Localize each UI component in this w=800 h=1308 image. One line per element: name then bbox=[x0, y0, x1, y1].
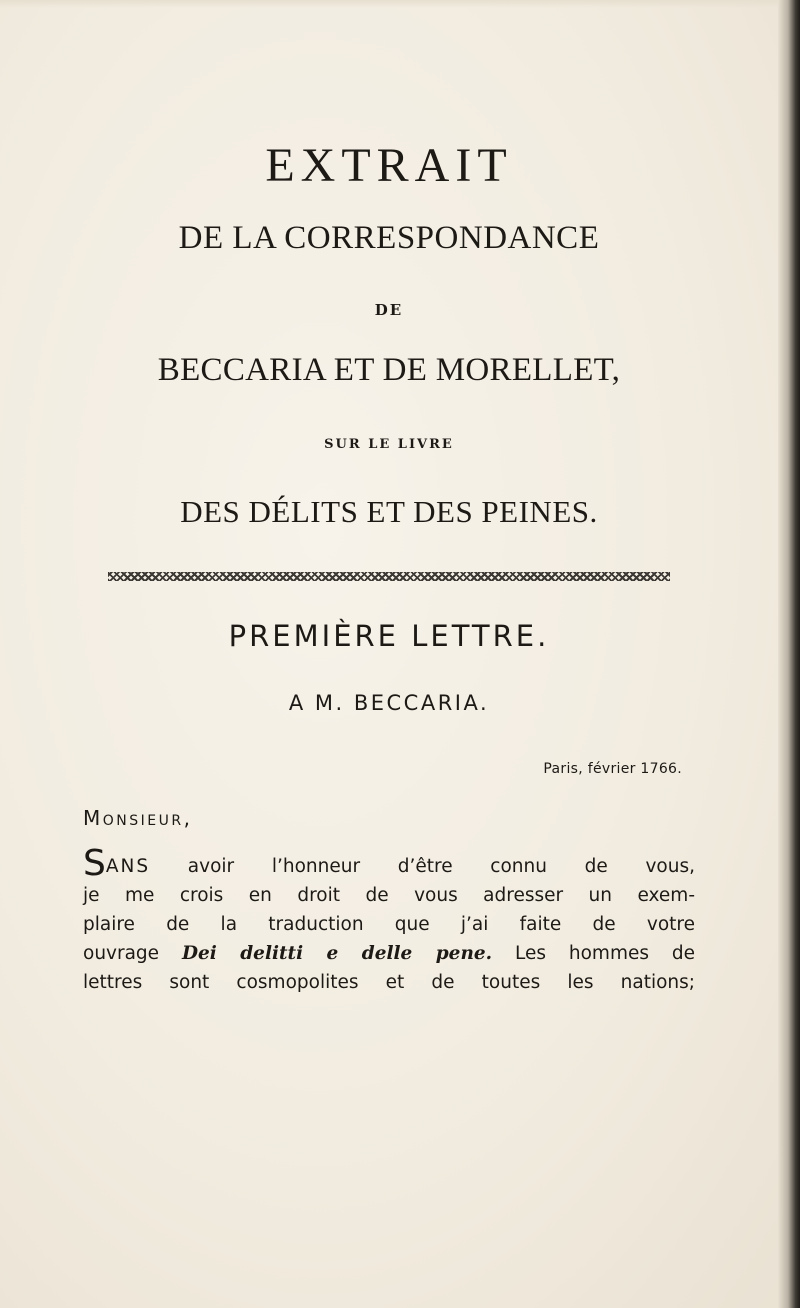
letter-addressee: A M. BECCARIA. bbox=[288, 691, 490, 715]
letter-salutation: Monsieur, bbox=[83, 806, 193, 830]
title-extrait: EXTRAIT bbox=[265, 139, 513, 192]
drop-cap: S bbox=[83, 843, 106, 884]
letter-dateline: Paris, février 1766. bbox=[543, 761, 682, 777]
page-top-shadow bbox=[0, 0, 800, 8]
letter-heading: PREMIÈRE LETTRE. bbox=[228, 619, 550, 653]
body-line-1 bbox=[83, 843, 695, 884]
book-title-italic: Dei delitti e delle pene. bbox=[181, 943, 493, 964]
title-de: DE bbox=[374, 301, 404, 319]
title-sur-le-livre: SUR LE LIVRE bbox=[324, 437, 454, 452]
letter-body bbox=[83, 843, 695, 997]
opening-word: ANS bbox=[105, 856, 151, 877]
body-line-4-end: Les hommes de bbox=[492, 943, 695, 964]
book-spine-shadow bbox=[778, 0, 800, 1308]
body-line-4 bbox=[83, 939, 695, 968]
ornamental-rule bbox=[108, 572, 670, 581]
title-correspondance: DE LA CORRESPONDANCE bbox=[178, 220, 600, 256]
body-line-3: plaire de la traduction que j’ai faite de votre bbox=[83, 914, 695, 935]
body-line-1-text: avoir l’honneur d’être connu de vous, bbox=[150, 856, 695, 877]
body-line-5: lettres sont cosmopolites et de toutes les nations; bbox=[83, 972, 695, 993]
body-line-2: je me crois en droit de vous adresser un exem- bbox=[83, 885, 695, 906]
title-names: BECCARIA ET DE MORELLET, bbox=[157, 352, 621, 388]
body-line-4-start: ouvrage bbox=[83, 943, 182, 964]
title-work: DES DÉLITS ET DES PEINES. bbox=[180, 494, 598, 529]
